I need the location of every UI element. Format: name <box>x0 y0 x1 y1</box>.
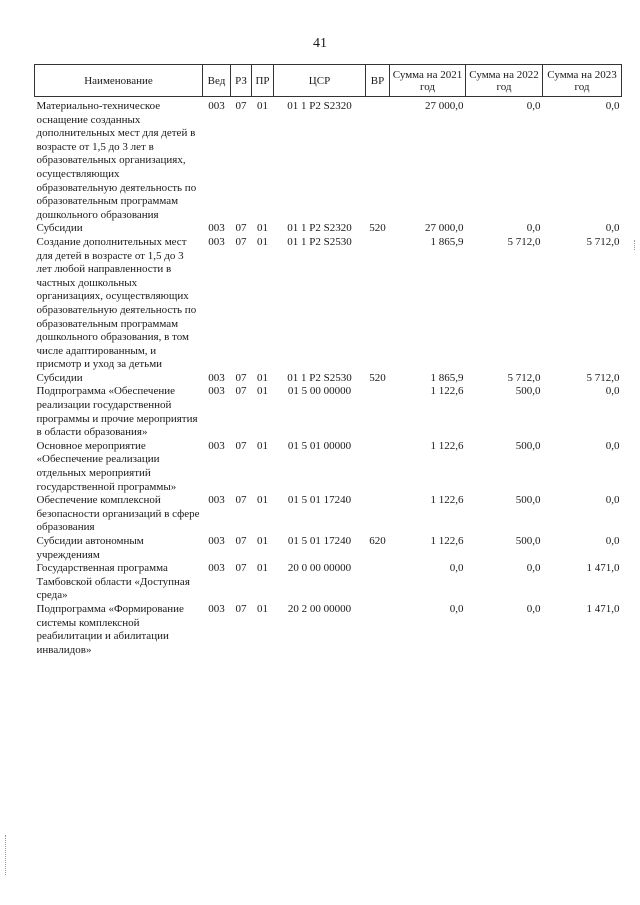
row-pr: 01 <box>257 371 268 384</box>
row-name: Подпрограмма «Формирование системы комплексной реабилитации и абилитации инвалидов» <box>36 602 184 656</box>
row-pr: 01 <box>257 562 268 575</box>
table-row <box>35 494 622 535</box>
row-sum-2023: 5 712,0 <box>586 235 620 248</box>
row-sum-2022: 0,0 <box>526 562 541 575</box>
row-ved: 003 <box>208 385 225 398</box>
table-row <box>35 236 622 372</box>
row-csr: 01 1 P2 S2320 <box>287 100 352 112</box>
row-sum-2023: 1 471,0 <box>586 562 620 575</box>
row-csr: 01 1 P2 S2320 <box>287 222 352 235</box>
budget-table <box>34 64 622 657</box>
row-name: Субсидии <box>36 371 83 384</box>
row-pr: 01 <box>257 222 268 235</box>
row-pr: 01 <box>257 439 268 452</box>
row-ved: 003 <box>208 494 225 507</box>
row-vr <box>366 440 390 494</box>
row-vr <box>366 494 390 535</box>
table-row <box>35 222 622 236</box>
row-sum-2023: 0,0 <box>605 535 620 547</box>
row-pr: 01 <box>257 494 268 507</box>
row-csr: 01 1 P2 S2530 <box>287 235 352 248</box>
header-sum-2021: Сумма на 2021 год <box>390 65 466 97</box>
table-row <box>35 440 622 494</box>
row-sum-2022: 500,0 <box>515 535 541 547</box>
table-row <box>35 562 622 603</box>
scan-edge-mark <box>634 240 637 250</box>
row-name: Подпрограмма «Обеспечение реализации государственной программы и прочие мероприятия в области образования» <box>36 385 198 439</box>
row-name: Обеспечение комплексной безопасности организаций в сфере образования <box>36 494 200 534</box>
row-csr: 01 5 01 00000 <box>287 439 352 452</box>
row-name: Субсидии <box>36 222 83 235</box>
header-csr: ЦСР <box>274 65 366 97</box>
header-vr: ВР <box>366 65 390 97</box>
row-sum-2023: 0,0 <box>605 439 620 452</box>
row-sum-2021: 1 122,6 <box>430 439 464 452</box>
header-rz: РЗ <box>231 65 252 97</box>
row-name: Основное мероприятие «Обеспечение реализации отдельных мероприятий государственной программы» <box>36 439 177 493</box>
table-row <box>35 603 622 657</box>
row-name: Государственная программа Тамбовской области «Доступная среда» <box>36 562 190 602</box>
header-sum-2023: Сумма на 2023 год <box>543 65 622 97</box>
header-sum-2022: Сумма на 2022 год <box>466 65 543 97</box>
header-name: Наименование <box>35 65 203 97</box>
row-sum-2021: 27 000,0 <box>425 100 464 112</box>
table-row <box>35 372 622 386</box>
row-sum-2021: 1 122,6 <box>430 385 464 398</box>
row-ved: 003 <box>208 602 225 615</box>
row-sum-2022: 5 712,0 <box>507 371 541 384</box>
row-rz: 07 <box>235 222 247 235</box>
row-rz: 07 <box>235 235 247 248</box>
header-pr: ПР <box>252 65 274 97</box>
row-sum-2022: 500,0 <box>515 439 541 452</box>
scan-edge-mark <box>5 835 8 875</box>
row-pr: 01 <box>257 602 268 615</box>
row-sum-2023: 0,0 <box>605 494 620 507</box>
page-number: 41 <box>313 36 327 51</box>
row-csr: 01 5 01 17240 <box>287 535 352 547</box>
header-ved: Вед <box>203 65 231 97</box>
row-rz: 07 <box>235 535 247 547</box>
row-sum-2022: 500,0 <box>515 494 541 507</box>
row-sum-2023: 0,0 <box>605 100 620 112</box>
row-pr: 01 <box>257 535 268 547</box>
row-sum-2021: 1 865,9 <box>430 371 464 384</box>
row-ved: 003 <box>208 235 225 248</box>
row-vr <box>366 603 390 657</box>
row-rz: 07 <box>235 371 247 384</box>
row-pr: 01 <box>257 235 268 248</box>
row-rz: 07 <box>235 439 247 452</box>
row-sum-2023: 1 471,0 <box>586 602 620 615</box>
row-sum-2021: 0,0 <box>449 602 464 615</box>
row-rz: 07 <box>235 100 247 112</box>
row-csr: 20 2 00 00000 <box>287 602 352 615</box>
row-sum-2022: 0,0 <box>526 222 541 235</box>
row-sum-2022: 500,0 <box>515 385 541 398</box>
row-sum-2023: 0,0 <box>605 385 620 398</box>
row-sum-2022: 5 712,0 <box>507 235 541 248</box>
row-vr: 520 <box>369 222 386 235</box>
row-sum-2021: 27 000,0 <box>425 222 464 235</box>
row-name: Субсидии автономным учреждениям <box>36 535 144 561</box>
row-vr <box>366 97 390 223</box>
row-ved: 003 <box>208 439 225 452</box>
row-sum-2023: 5 712,0 <box>586 371 620 384</box>
table-row <box>35 97 622 223</box>
row-csr: 01 1 P2 S2530 <box>287 371 352 384</box>
row-ved: 003 <box>208 222 225 235</box>
row-vr <box>366 385 390 439</box>
row-ved: 003 <box>208 100 225 112</box>
table-row <box>35 535 622 562</box>
row-sum-2021: 1 122,6 <box>430 535 464 547</box>
row-sum-2021: 0,0 <box>449 562 464 575</box>
row-csr: 20 0 00 00000 <box>287 562 352 575</box>
row-ved: 003 <box>208 535 225 547</box>
row-rz: 07 <box>235 494 247 507</box>
row-rz: 07 <box>235 385 247 398</box>
row-vr <box>366 562 390 603</box>
row-sum-2021: 1 122,6 <box>430 494 464 507</box>
row-ved: 003 <box>208 562 225 575</box>
header-row <box>35 65 622 97</box>
row-vr: 620 <box>369 535 386 547</box>
table-row <box>35 385 622 439</box>
row-name: Создание дополнительных мест для детей в возрасте от 1,5 до 3 лет любой направленности в частных дошкольных организациях, осуществляющих образовательную деятельность по образовательным программам дошкольного образования, в том числе адаптированным, и присмотр и уход за детьми <box>36 235 197 371</box>
row-ved: 003 <box>208 371 225 384</box>
row-rz: 07 <box>235 562 247 575</box>
row-sum-2022: 0,0 <box>526 602 541 615</box>
row-csr: 01 5 01 17240 <box>287 494 352 507</box>
row-rz: 07 <box>235 602 247 615</box>
row-sum-2023: 0,0 <box>605 222 620 235</box>
row-csr: 01 5 00 00000 <box>287 385 352 398</box>
row-vr <box>366 236 390 372</box>
row-sum-2022: 0,0 <box>526 100 541 112</box>
row-pr: 01 <box>257 100 268 112</box>
row-sum-2021: 1 865,9 <box>430 235 464 248</box>
row-name: Материально-техническое оснащение созданных дополнительных мест для детей в возрасте от 1,5 до 3 лет в образовательных организациях, осуществляющих образовательную деятельность по образовательным программам дошкольного образования <box>36 100 197 221</box>
row-vr: 520 <box>369 371 386 384</box>
row-pr: 01 <box>257 385 268 398</box>
